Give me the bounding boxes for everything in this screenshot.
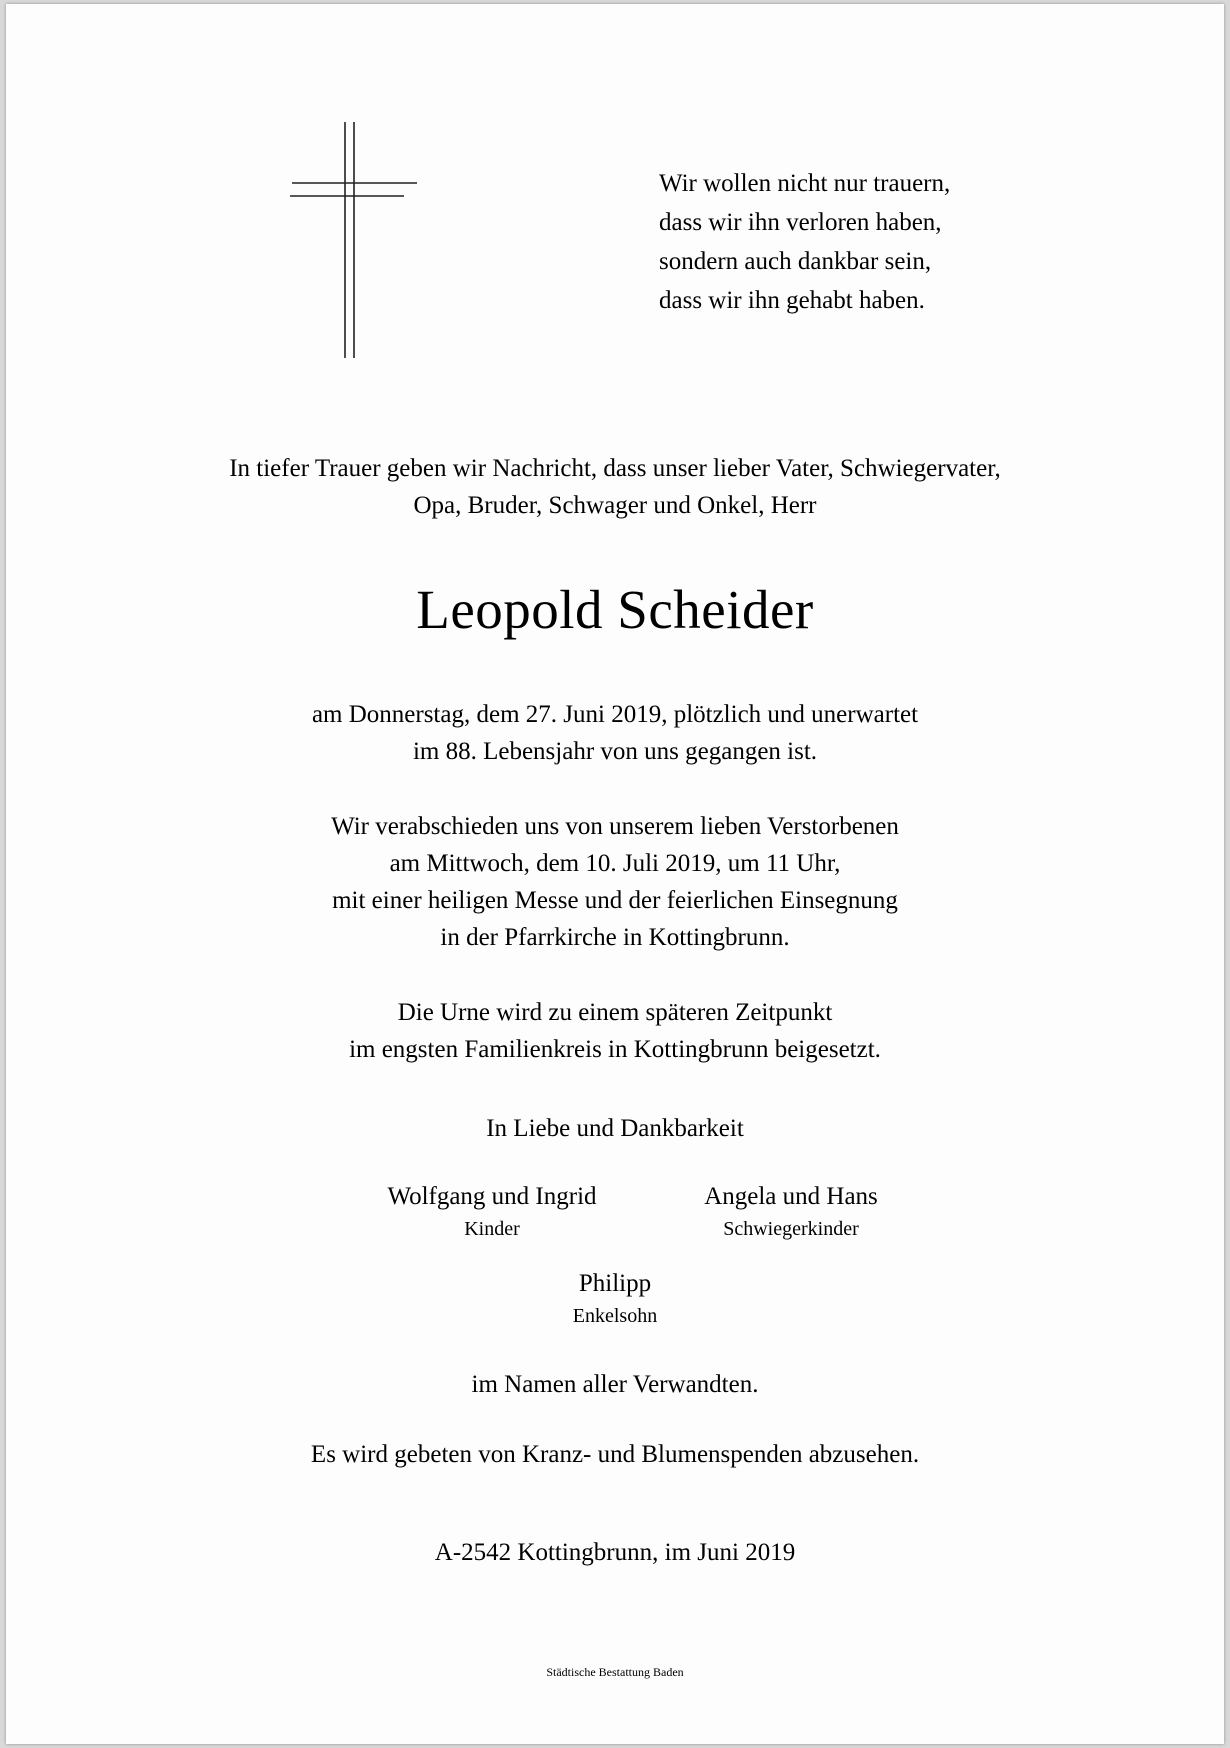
undertaker-footer: Städtische Bestattung Baden xyxy=(546,1665,684,1679)
relatives-note: im Namen aller Verwandten. xyxy=(471,1371,759,1398)
urn-line: Die Urne wird zu einem späteren Zeitpunkt xyxy=(397,999,833,1026)
place-date: A-2542 Kottingbrunn, im Juni 2019 xyxy=(434,1539,796,1566)
signer-relation: Schwiegerkinder xyxy=(723,1218,859,1240)
announcement-line: In tiefer Trauer geben wir Nachricht, dass unser lieber Vater, Schwiegervater, xyxy=(229,455,1001,482)
closing-phrase: In Liebe und Dankbarkeit xyxy=(486,1115,744,1142)
motto-verse xyxy=(659,164,950,320)
urn-line: im engsten Familienkreis in Kottingbrunn beigesetzt. xyxy=(349,1036,881,1063)
motto-line: dass wir ihn verloren haben, xyxy=(659,209,942,236)
death-notice-line: am Donnerstag, dem 27. Juni 2019, plötzlich und unerwartet xyxy=(311,701,919,728)
signer-name: Angela und Hans xyxy=(704,1183,878,1210)
motto-line: sondern auch dankbar sein, xyxy=(659,248,932,275)
death-notice-line: im 88. Lebensjahr von uns gegangen ist. xyxy=(412,738,818,765)
signer-relation: Kinder xyxy=(464,1218,520,1240)
farewell-line: am Mittwoch, dem 10. Juli 2019, um 11 Uhr, xyxy=(389,850,841,877)
signer-name: Philipp xyxy=(578,1270,652,1297)
flower-request: Es wird gebeten von Kranz- und Blumenspenden abzusehen. xyxy=(310,1441,920,1468)
signer-name: Wolfgang und Ingrid xyxy=(387,1183,597,1210)
farewell-line: mit einer heiligen Messe und der feierlichen Einsegnung xyxy=(332,887,898,914)
cross-icon xyxy=(290,122,420,362)
signer-in-laws xyxy=(641,1181,941,1245)
deceased-name: Leopold Scheider xyxy=(416,579,814,640)
farewell-line: Wir verabschieden uns von unserem lieben Verstorbenen xyxy=(331,813,899,840)
urn-notice xyxy=(0,994,1230,1068)
farewell-line: in der Pfarrkirche in Kottingbrunn. xyxy=(440,924,790,951)
motto-line: Wir wollen nicht nur trauern, xyxy=(659,170,951,197)
signer-relation: Enkelsohn xyxy=(572,1305,658,1327)
announcement-line: Opa, Bruder, Schwager und Onkel, Herr xyxy=(413,492,817,519)
signer-grandson xyxy=(465,1268,765,1332)
farewell-details xyxy=(0,808,1230,956)
announcement xyxy=(0,450,1230,524)
motto-line: dass wir ihn gehabt haben. xyxy=(659,287,925,314)
death-notice xyxy=(0,696,1230,770)
signer-children xyxy=(342,1181,642,1245)
